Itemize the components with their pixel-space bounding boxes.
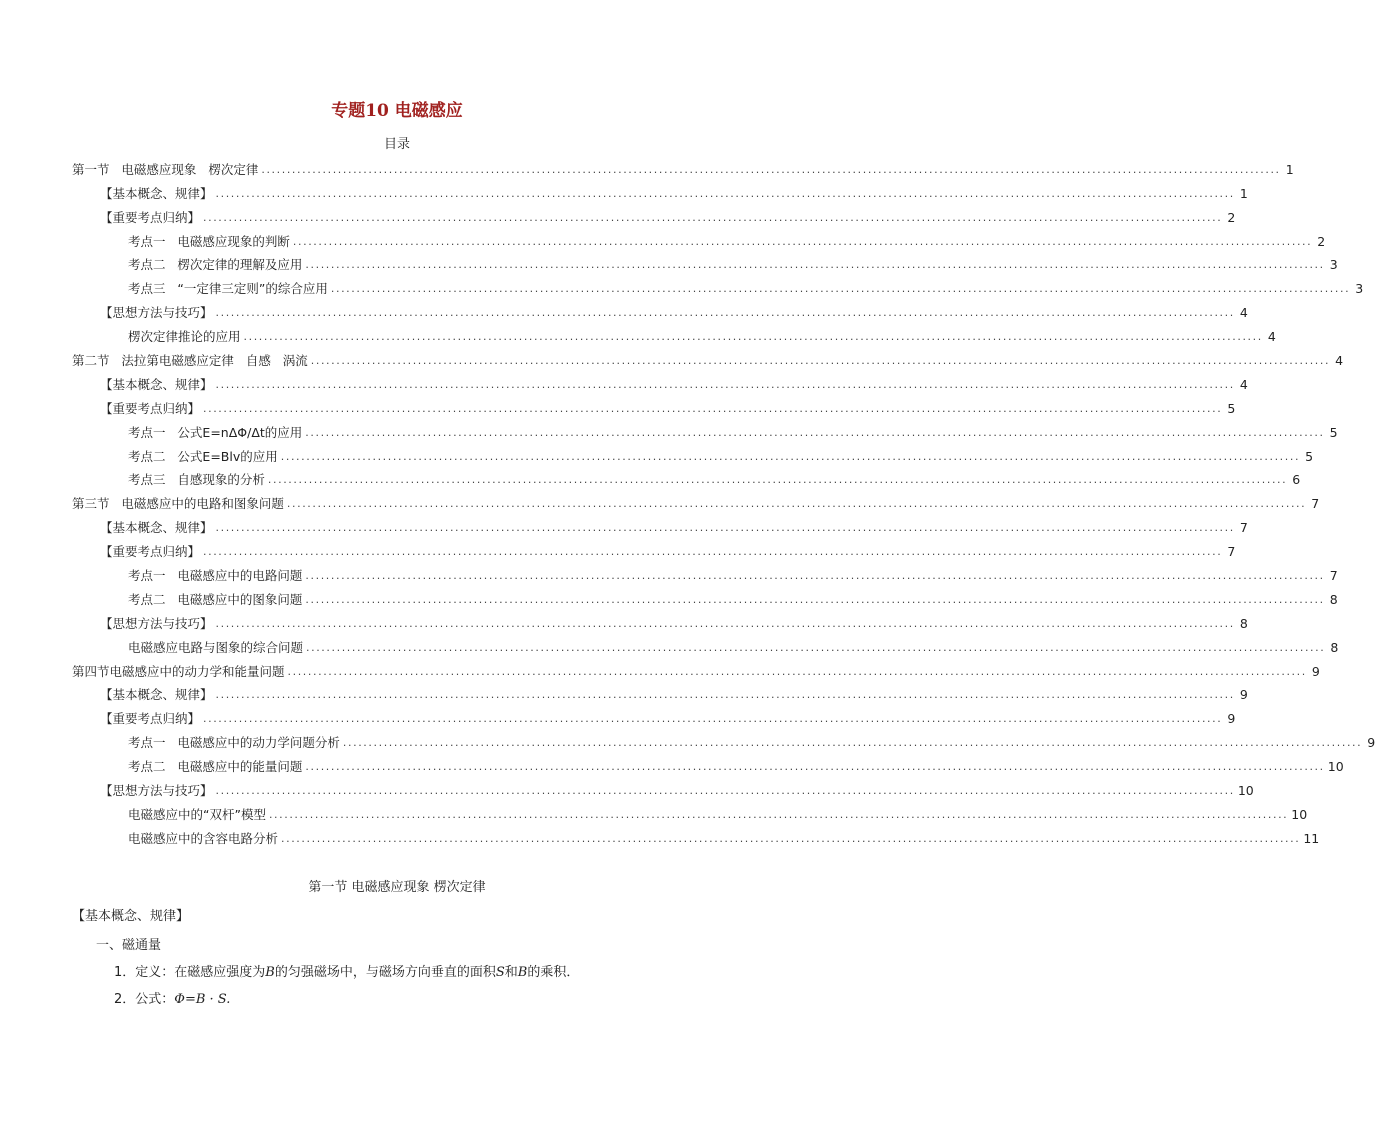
symbol-b: B (265, 965, 275, 980)
toc-entry-page: 3 (1329, 257, 1338, 273)
toc-leader-dots: ........................................................................................................................................................................................................ (305, 760, 1325, 774)
toc-entry-label: 考点二 电磁感应中的图象问题 (128, 591, 303, 607)
toc-entry-page: 9 (1367, 735, 1375, 751)
definition-middle: 的匀强磁场中，与磁场方向垂直的面积 (274, 965, 496, 980)
toc-leader-dots: ........................................................................................................................................................................................................ (268, 807, 1289, 821)
table-of-contents (72, 154, 1375, 847)
toc-entry-label: 【基本概念、规律】 (100, 687, 213, 703)
toc-entry-page: 10 (1327, 759, 1344, 775)
toc-entry-label: 【重要考点归纳】 (100, 400, 201, 416)
toc-entry[interactable] (72, 775, 1254, 799)
toc-leader-dots: ........................................................................................................................................................................................................ (215, 186, 1235, 200)
toc-entry[interactable] (72, 417, 1338, 441)
toc-entry-page: 4 (1239, 376, 1248, 392)
section-title: 第一节 电磁感应现象 楞次定律 (308, 880, 486, 895)
toc-leader-dots: ........................................................................................................................................................................................................ (305, 425, 1325, 439)
toc-entry-page: 1 (1285, 161, 1294, 177)
toc-entry-page: 10 (1291, 806, 1308, 822)
toc-leader-dots: ........................................................................................................................................................................................................ (281, 831, 1301, 845)
flux-formula: Φ=B · S. (174, 992, 231, 1007)
toc-entry-label: 【思想方法与技巧】 (100, 783, 213, 799)
toc-entry-label: 【重要考点归纳】 (100, 711, 201, 727)
toc-entry[interactable] (72, 273, 1364, 297)
toc-entry-page: 9 (1239, 687, 1248, 703)
toc-entry[interactable] (72, 727, 1375, 751)
toc-entry[interactable] (72, 393, 1236, 417)
definition-and: 和 (504, 965, 518, 980)
toc-entry-label: 考点一 电磁感应中的电路问题 (128, 568, 303, 584)
section-subhead: 【基本概念、规律】 (72, 909, 190, 924)
toc-entry[interactable] (72, 823, 1320, 847)
toc-entry[interactable] (72, 250, 1338, 274)
toc-leader-dots: ........................................................................................................................................................................................................ (306, 640, 1326, 654)
toc-entry-page: 4 (1239, 305, 1248, 321)
toc-entry-page: 8 (1239, 615, 1248, 631)
toc-entry-label: 【重要考点归纳】 (100, 544, 201, 560)
toc-entry[interactable] (72, 297, 1248, 321)
toc-entry[interactable] (72, 751, 1344, 775)
toc-entry-label: 【重要考点归纳】 (100, 209, 201, 225)
toc-entry-label: 楞次定律推论的应用 (128, 329, 241, 345)
toc-leader-dots: ........................................................................................................................................................................................................ (267, 473, 1288, 487)
toc-leader-dots: ........................................................................................................................................................................................................ (330, 282, 1351, 296)
toc-leader-dots: ........................................................................................................................................................................................................ (203, 210, 1223, 224)
toc-entry-page: 1 (1239, 185, 1248, 201)
toc-entry-page: 9 (1311, 663, 1320, 679)
toc-entry-label: 电磁感应电路与图象的综合问题 (128, 639, 304, 655)
toc-entry-label: 【基本概念、规律】 (100, 376, 213, 392)
toc-entry[interactable] (72, 512, 1248, 536)
toc-entry[interactable] (72, 202, 1236, 226)
toc-entry-label: 第一节 电磁感应现象 楞次定律 (72, 161, 259, 177)
toc-entry[interactable] (72, 178, 1248, 202)
toc-entry[interactable] (72, 441, 1314, 465)
toc-leader-dots: ........................................................................................................................................................................................................ (305, 592, 1325, 606)
toc-entry-label: 考点一 电磁感应中的动力学问题分析 (128, 735, 340, 751)
toc-entry[interactable] (72, 154, 1294, 178)
toc-leader-dots: ........................................................................................................................................................................................................ (261, 162, 1281, 176)
toc-entry[interactable] (72, 584, 1338, 608)
toc-entry-page: 5 (1305, 448, 1314, 464)
toc-entry-page: 5 (1329, 424, 1338, 440)
toc-leader-dots: ........................................................................................................................................................................................................ (203, 545, 1223, 559)
toc-leader-dots: ........................................................................................................................................................................................................ (203, 712, 1223, 726)
toc-leader-dots: ........................................................................................................................................................................................................ (243, 330, 1263, 344)
toc-leader-dots: ........................................................................................................................................................................................................ (215, 521, 1235, 535)
toc-entry-page: 2 (1317, 233, 1326, 249)
toc-entry-page: 8 (1330, 639, 1339, 655)
toc-entry-page: 6 (1292, 472, 1301, 488)
definition-prefix: 1．定义：在磁感应强度为 (114, 965, 266, 980)
toc-entry[interactable] (72, 680, 1248, 704)
toc-leader-dots: ........................................................................................................................................................................................................ (305, 258, 1325, 272)
toc-entry-label: 【基本概念、规律】 (100, 520, 213, 536)
toc-entry-label: 考点一 电磁感应现象的判断 (128, 233, 290, 249)
toc-entry[interactable] (72, 369, 1248, 393)
toc-entry-page: 10 (1237, 783, 1254, 799)
toc-entry[interactable] (72, 488, 1320, 512)
toc-entry-label: 考点三 自感现象的分析 (128, 472, 265, 488)
toc-entry-label: 第二节 法拉第电磁感应定律 自感 涡流 (72, 353, 308, 369)
toc-entry-label: 电磁感应中的含容电路分析 (128, 830, 279, 846)
toc-entry-label: 【基本概念、规律】 (100, 185, 213, 201)
definition-line (114, 961, 579, 980)
toc-entry-label: 考点二 公式E=Blv的应用 (128, 448, 278, 464)
toc-entry[interactable] (72, 703, 1236, 727)
toc-entry[interactable] (72, 608, 1248, 632)
toc-heading: 目录 (383, 137, 410, 152)
formula-line (114, 988, 230, 1007)
toc-entry-page: 4 (1335, 353, 1344, 369)
toc-leader-dots: ........................................................................................................................................................................................................ (215, 616, 1235, 630)
toc-leader-dots: ........................................................................................................................................................................................................ (203, 401, 1223, 415)
toc-entry-label: 考点二 楞次定律的理解及应用 (128, 257, 303, 273)
toc-entry-page: 4 (1267, 329, 1276, 345)
toc-leader-dots: ........................................................................................................................................................................................................ (215, 377, 1235, 391)
toc-entry-page: 8 (1329, 591, 1338, 607)
item-heading: 一、磁通量 (96, 938, 162, 953)
toc-entry[interactable] (72, 345, 1344, 369)
toc-entry-label: 考点二 电磁感应中的能量问题 (128, 759, 303, 775)
toc-entry-label: 【思想方法与技巧】 (100, 615, 213, 631)
formula-prefix: 2．公式： (114, 992, 175, 1007)
toc-leader-dots: ........................................................................................................................................................................................................ (280, 449, 1301, 463)
toc-leader-dots: ........................................................................................................................................................................................................ (310, 354, 1331, 368)
toc-leader-dots: ........................................................................................................................................................................................................ (215, 688, 1235, 702)
toc-leader-dots: ........................................................................................................................................................................................................ (215, 306, 1235, 320)
toc-entry[interactable] (72, 226, 1326, 250)
toc-entry-page: 9 (1227, 711, 1236, 727)
toc-entry-page: 5 (1227, 400, 1236, 416)
toc-entry-page: 7 (1311, 496, 1320, 512)
toc-entry[interactable] (72, 536, 1236, 560)
toc-entry-page: 7 (1239, 520, 1248, 536)
toc-entry-label: 第四节电磁感应中的动力学和能量问题 (72, 663, 285, 679)
toc-entry[interactable] (72, 656, 1320, 680)
toc-entry-page: 3 (1355, 281, 1364, 297)
toc-leader-dots: ........................................................................................................................................................................................................ (342, 736, 1363, 750)
toc-leader-dots: ........................................................................................................................................................................................................ (292, 234, 1313, 248)
toc-entry-label: 考点三 “一定律三定则”的综合应用 (128, 281, 328, 297)
toc-entry-page: 7 (1227, 544, 1236, 560)
toc-entry[interactable] (72, 799, 1308, 823)
symbol-b-2: B (517, 965, 528, 980)
toc-entry[interactable] (72, 560, 1338, 584)
toc-leader-dots: ........................................................................................................................................................................................................ (215, 784, 1235, 798)
toc-entry-label: 考点一 公式E=nΔΦ/Δt的应用 (128, 424, 303, 440)
toc-entry-page: 2 (1227, 209, 1236, 225)
document-title: 专题10 电磁感应 (331, 101, 463, 121)
toc-entry[interactable] (72, 632, 1339, 656)
toc-entry-page: 7 (1329, 568, 1338, 584)
symbol-s: S (495, 965, 505, 980)
toc-entry-label: 电磁感应中的“双杆”模型 (128, 806, 266, 822)
toc-entry-page: 11 (1303, 830, 1320, 846)
toc-entry-label: 【思想方法与技巧】 (100, 305, 213, 321)
toc-entry[interactable] (72, 465, 1301, 489)
toc-entry-label: 第三节 电磁感应中的电路和图象问题 (72, 496, 284, 512)
toc-leader-dots: ........................................................................................................................................................................................................ (286, 497, 1307, 511)
toc-entry[interactable] (72, 321, 1276, 345)
definition-suffix: 的乘积． (527, 965, 580, 980)
toc-leader-dots: ........................................................................................................................................................................................................ (305, 569, 1325, 583)
toc-leader-dots: ........................................................................................................................................................................................................ (287, 664, 1307, 678)
